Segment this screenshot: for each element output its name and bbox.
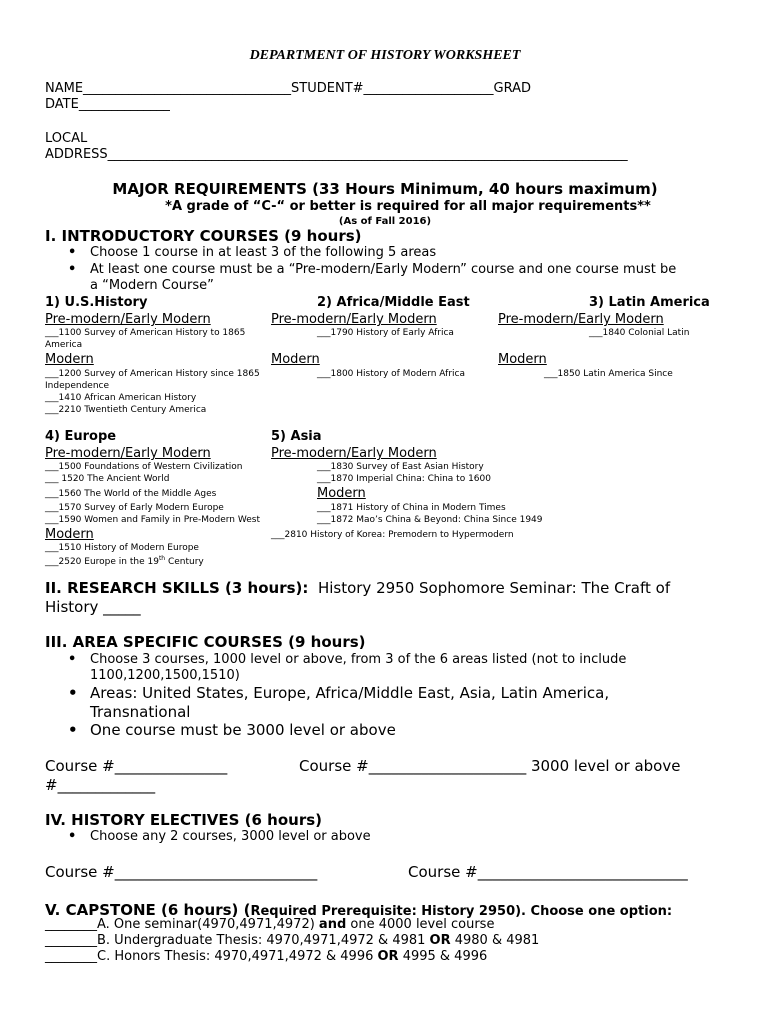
intro-bullet-2: • At least one course must be a “Pre-modern/Early Modern” course and one course must be (90, 262, 676, 277)
capstone-prereq: Required Prerequisite: History 2950). Choose one option: (250, 904, 673, 919)
course-asia-1872[interactable]: ___1872 Mao’s China & Beyond: China Since 1949 (317, 515, 543, 525)
area-bullet-1: • Choose 3 courses, 1000 level or above, from 3 of the 6 areas listed (not to include (90, 652, 626, 667)
course-europe-1570[interactable]: ___1570 Survey of Early Modern Europe (45, 503, 224, 513)
research-history-blank[interactable]: History _____ (45, 598, 141, 616)
area-course-1[interactable]: Course #_______________ (45, 757, 228, 775)
europe-heading: 4) Europe (45, 429, 117, 444)
asia-heading: 5) Asia (271, 429, 322, 444)
date-line[interactable]: DATE______________ (45, 97, 170, 112)
course-us-1200[interactable]: ___1200 Survey of American History since 1865 (45, 369, 260, 379)
europe-premodern-label: Pre-modern/Early Modern (45, 446, 211, 461)
africa-premodern-label: Pre-modern/Early Modern (271, 312, 437, 327)
course-europe-1500[interactable]: ___1500 Foundations of Western Civilization (45, 462, 243, 472)
area-course-2[interactable]: Course #_____________________ 3000 level or above (299, 757, 681, 775)
course-latin-1850[interactable]: ___1850 Latin America Since (544, 369, 673, 379)
latin-premodern-label: Pre-modern/Early Modern (498, 312, 664, 327)
course-europe-1560[interactable]: ___1560 The World of the Middle Ages (45, 489, 217, 499)
course-europe-2520[interactable]: ___2520 Europe in the 19th Century (45, 555, 204, 567)
major-requirements-heading: MAJOR REQUIREMENTS (33 Hours Minimum, 40 hours maximum) (112, 180, 658, 198)
course-africa-1790[interactable]: ___1790 History of Early Africa (317, 328, 454, 338)
europe-modern-label: Modern (45, 527, 94, 542)
course-europe-1590[interactable]: ___1590 Women and Family in Pre-Modern West (45, 515, 261, 525)
name-student-grad-line[interactable]: NAME________________________________STUDENT#____________________GRAD (45, 81, 532, 96)
electives-heading: IV. HISTORY ELECTIVES (6 hours) (45, 811, 323, 829)
local-label: LOCAL (45, 131, 88, 146)
research-heading: II. RESEARCH SKILLS (3 hours): (45, 579, 309, 597)
capstone-option-c[interactable]: ________C. Honors Thesis: 4970,4971,4972 & 4996 OR 4995 & 4996 (45, 949, 488, 964)
course-latin-1840[interactable]: ___1840 Colonial Latin (589, 328, 690, 338)
area-bullet-2: • Areas: United States, Europe, Africa/Middle East, Asia, Latin America, (90, 684, 609, 702)
grade-note: *A grade of “C-“ or better is required for all major requirements** (165, 199, 651, 214)
course-latin-1840-cont: America (45, 340, 83, 350)
capstone-heading: V. CAPSTONE (6 hours) ( (45, 901, 251, 919)
research-line (45, 579, 670, 597)
area-bullet-1-cont: 1100,1200,1500,1510) (90, 668, 240, 683)
course-asia-1871[interactable]: ___1871 History of China in Modern Times (317, 503, 506, 513)
area-course-3[interactable]: #_____________ (45, 776, 156, 794)
capstone-option-a[interactable]: ________A. One seminar(4970,4971,4972) and one 4000 level course (45, 917, 495, 932)
course-africa-1800[interactable]: ___1800 History of Modern Africa (317, 369, 465, 379)
course-us-1100[interactable]: ___1100 Survey of American History to 1865 (45, 328, 246, 338)
asia-modern-label: Modern (317, 486, 366, 501)
area-bullet-3: • One course must be 3000 level or above (90, 721, 396, 739)
elective-course-1[interactable]: Course #___________________________ (45, 863, 318, 881)
intro-bullet-2-cont: a “Modern Course” (90, 278, 214, 293)
us-history-heading: 1) U.S.History (45, 295, 148, 310)
latin-america-heading: 3) Latin America (589, 295, 710, 310)
intro-heading: I. INTRODUCTORY COURSES (9 hours) (45, 227, 362, 245)
address-line[interactable]: ADDRESS________________________________________________________________________________ (45, 147, 628, 162)
page-title: DEPARTMENT OF HISTORY WORKSHEET (249, 48, 521, 63)
course-asia-1830[interactable]: ___1830 Survey of East Asian History (317, 462, 484, 472)
africa-heading: 2) Africa/Middle East (317, 295, 470, 310)
africa-modern-label: Modern (271, 352, 320, 367)
as-of-note: (As of Fall 2016) (338, 216, 432, 227)
course-europe-1520[interactable]: ___ 1520 The Ancient World (45, 474, 170, 484)
research-text: History 2950 Sophomore Seminar: The Craft of (317, 579, 671, 597)
course-asia-2810[interactable]: ___2810 History of Korea: Premodern to Hypermodern (271, 530, 514, 540)
latin-modern-label: Modern (498, 352, 547, 367)
course-asia-1870[interactable]: ___1870 Imperial China: China to 1600 (317, 474, 491, 484)
us-premodern-label: Pre-modern/Early Modern (45, 312, 211, 327)
course-us-2210[interactable]: ___2210 Twentieth Century America (45, 405, 207, 415)
course-latin-1850-cont: Independence (45, 381, 110, 391)
course-europe-1510[interactable]: ___1510 History of Modern Europe (45, 543, 199, 553)
area-bullet-2-cont: Transnational (90, 703, 191, 721)
area-heading: III. AREA SPECIFIC COURSES (9 hours) (45, 633, 366, 651)
us-modern-label: Modern (45, 352, 94, 367)
electives-bullet: • Choose any 2 courses, 3000 level or above (90, 829, 371, 844)
asia-premodern-label: Pre-modern/Early Modern (271, 446, 437, 461)
capstone-option-b[interactable]: ________B. Undergraduate Thesis: 4970,4971,4972 & 4981 OR 4980 & 4981 (45, 933, 540, 948)
course-us-1410[interactable]: ___1410 African American History (45, 393, 197, 403)
elective-course-2[interactable]: Course #____________________________ (408, 863, 688, 881)
intro-bullet-1: • Choose 1 course in at least 3 of the following 5 areas (90, 245, 436, 260)
